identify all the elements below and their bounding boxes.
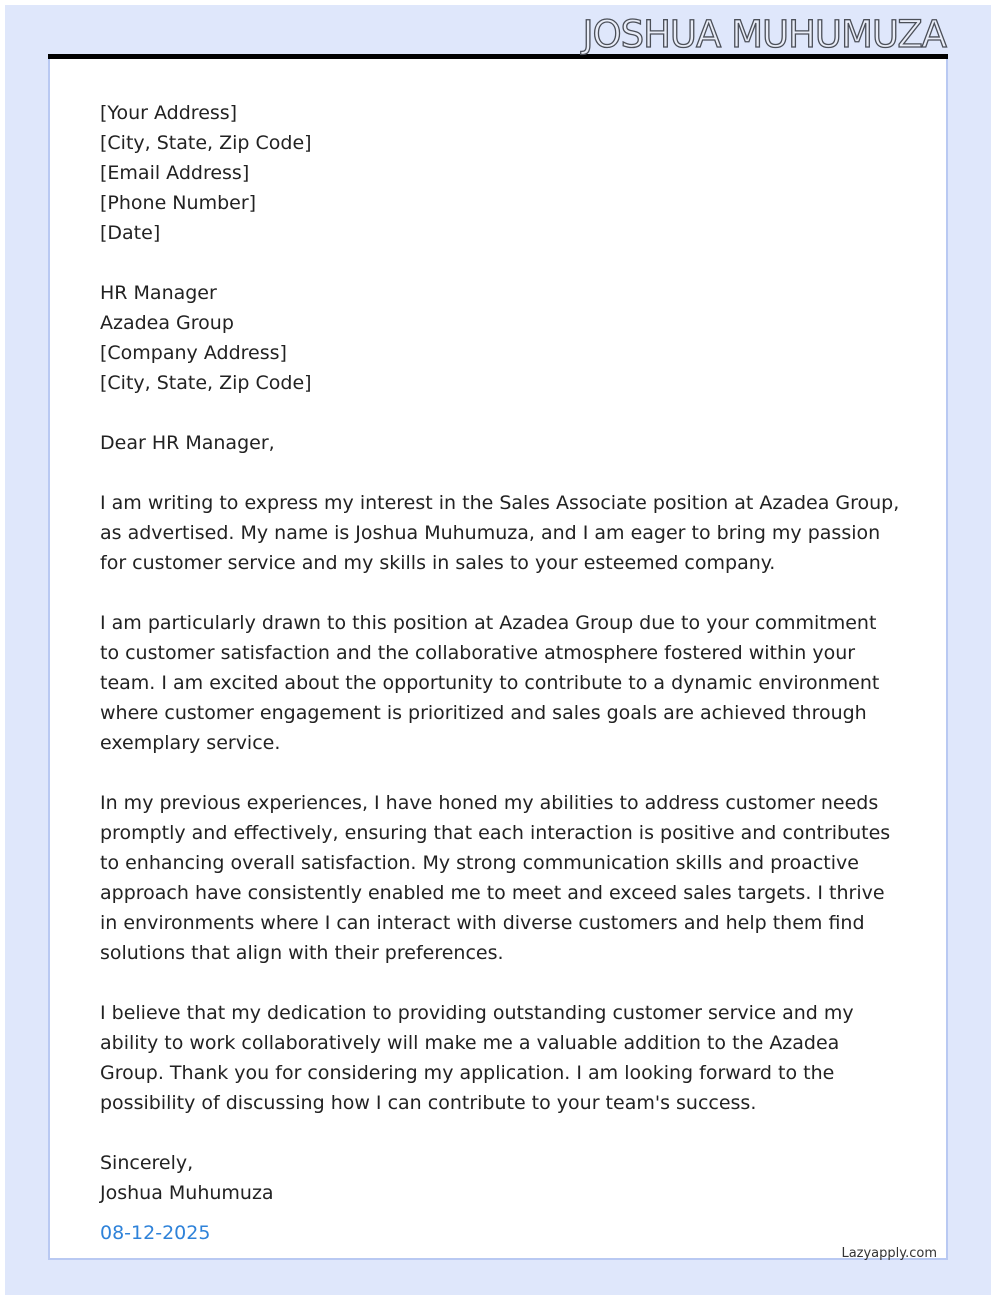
- recipient-city: [City, State, Zip Code]: [100, 372, 312, 394]
- recipient-block: [100, 278, 900, 398]
- sender-phone: [Phone Number]: [100, 192, 257, 214]
- closing: Sincerely,: [100, 1152, 194, 1174]
- applicant-name-heading: JOSHUA MUHUMUZA: [582, 13, 946, 56]
- sender-email: [Email Address]: [100, 162, 250, 184]
- signature-date: 08-12-2025: [100, 1222, 211, 1244]
- recipient-address: [Company Address]: [100, 342, 287, 364]
- letter-body: [100, 98, 900, 1248]
- body-paragraph-1: I am writing to express my interest in the Sales Associate position at Azadea Group, as advertised. My name is Joshua Muhumuza, and I am eager to bring my passion for customer service and my skills in sales to your esteemed company.: [100, 492, 900, 574]
- body-paragraph-2: I am particularly drawn to this position at Azadea Group due to your commitment to customer satisfaction and the collaborative atmosphere fostered within your team. I am excited about the opportunity to contribute to a dynamic environment where customer engagement is prioritized and sales goals are achieved through exemplary service.: [100, 612, 880, 754]
- sender-date: [Date]: [100, 222, 161, 244]
- sender-address: [Your Address]: [100, 102, 238, 124]
- salutation: Dear HR Manager,: [100, 432, 275, 454]
- signature-name: Joshua Muhumuza: [100, 1182, 274, 1204]
- footer-watermark: Lazyapply.com: [841, 1246, 937, 1261]
- recipient-title: HR Manager: [100, 282, 217, 304]
- body-paragraph-3: In my previous experiences, I have honed my abilities to address customer needs promptly and effectively, ensuring that each interaction is positive and contributes to enhancing overall satisfaction. My strong communication skills and proactive approach have consistently enabled me to meet and exceed sales targets. I thrive in environments where I can interact with diverse customers and help them find solutions that align with their preferences.: [100, 792, 891, 964]
- recipient-company: Azadea Group: [100, 312, 234, 334]
- body-paragraph-4: I believe that my dedication to providing outstanding customer service and my ability to work collaboratively will make me a valuable addition to the Azadea Group. Thank you for considering my application. I am looking forward to the possibility of discussing how I can contribute to your team's success.: [100, 1002, 854, 1114]
- sender-city: [City, State, Zip Code]: [100, 132, 312, 154]
- sender-block: [100, 98, 900, 248]
